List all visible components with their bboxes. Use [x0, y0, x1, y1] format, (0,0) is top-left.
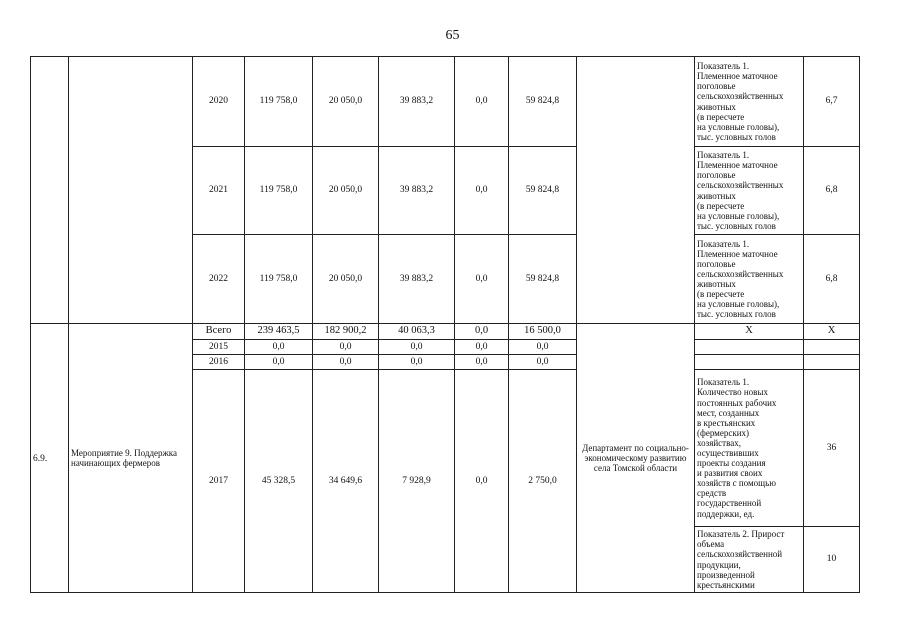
program-table: [30, 56, 860, 593]
indicator-value-cell: 36: [804, 370, 860, 527]
indicator-name-cell: Показатель 1. Племенное маточное поголовье сельскохозяйственных животных (в пересчете на условные головы), тыс. условных голов: [695, 235, 804, 324]
year-cell: 2022: [193, 235, 245, 324]
measure-name-cell: Мероприятие 9. Поддержка начинающих фермеров: [69, 324, 193, 593]
local-cell: 0,0: [455, 235, 509, 324]
federal-cell: 0,0: [313, 340, 379, 355]
local-cell: 0,0: [455, 355, 509, 370]
indicator-name-cell: Х: [695, 324, 804, 340]
total-cell: 119 758,0: [245, 147, 313, 235]
indicator-name-cell: [695, 355, 804, 370]
federal-cell: 182 900,2: [313, 324, 379, 340]
local-cell: 0,0: [455, 340, 509, 355]
local-cell: 0,0: [455, 324, 509, 340]
prev-number-cell: [31, 57, 69, 324]
total-cell: 119 758,0: [245, 57, 313, 147]
local-cell: 0,0: [455, 370, 509, 593]
federal-cell: 34 649,6: [313, 370, 379, 593]
year-cell: 2021: [193, 147, 245, 235]
federal-cell: 20 050,0: [313, 147, 379, 235]
total-cell: 119 758,0: [245, 235, 313, 324]
indicator-value-cell: Х: [804, 324, 860, 340]
total-cell: 239 463,5: [245, 324, 313, 340]
indicator-value-cell: 6,7: [804, 57, 860, 147]
year-cell: Всего: [193, 324, 245, 340]
regional-cell: 0,0: [379, 355, 455, 370]
year-cell: 2020: [193, 57, 245, 147]
regional-cell: 39 883,2: [379, 57, 455, 147]
indicator-value-cell: 6,8: [804, 147, 860, 235]
prev-name-cell: [69, 57, 193, 324]
regional-cell: 7 928,9: [379, 370, 455, 593]
indicator-value-cell: [804, 355, 860, 370]
regional-cell: 0,0: [379, 340, 455, 355]
extrabudget-cell: 59 824,8: [509, 235, 577, 324]
table-row: [31, 324, 860, 340]
indicator-name-cell: Показатель 1. Племенное маточное поголовье сельскохозяйственных животных (в пересчете на условные головы), тыс. условных голов: [695, 147, 804, 235]
federal-cell: 0,0: [313, 355, 379, 370]
federal-cell: 20 050,0: [313, 235, 379, 324]
federal-cell: 20 050,0: [313, 57, 379, 147]
regional-cell: 40 063,3: [379, 324, 455, 340]
extrabudget-cell: 0,0: [509, 355, 577, 370]
page-number: 65: [445, 28, 460, 43]
indicator-value-cell: 6,8: [804, 235, 860, 324]
total-cell: 45 328,5: [245, 370, 313, 593]
total-cell: 0,0: [245, 340, 313, 355]
extrabudget-cell: 16 500,0: [509, 324, 577, 340]
extrabudget-cell: 59 824,8: [509, 147, 577, 235]
local-cell: 0,0: [455, 57, 509, 147]
indicator-value-cell: 10: [804, 527, 860, 593]
indicator-name-cell: [695, 340, 804, 355]
measure-number-cell: 6.9.: [31, 324, 69, 593]
extrabudget-cell: 0,0: [509, 340, 577, 355]
extrabudget-cell: 2 750,0: [509, 370, 577, 593]
table-row: [31, 57, 860, 147]
year-cell: 2015: [193, 340, 245, 355]
local-cell: 0,0: [455, 147, 509, 235]
prev-department-cell: [577, 57, 695, 324]
regional-cell: 39 883,2: [379, 235, 455, 324]
regional-cell: 39 883,2: [379, 147, 455, 235]
year-cell: 2017: [193, 370, 245, 593]
indicator-value-cell: [804, 340, 860, 355]
extrabudget-cell: 59 824,8: [509, 57, 577, 147]
total-cell: 0,0: [245, 355, 313, 370]
indicator-name-cell: Показатель 2. Прирост объема сельскохозяйственной продукции, произведенной крестьянскими: [695, 527, 804, 593]
year-cell: 2016: [193, 355, 245, 370]
indicator-name-cell: Показатель 1. Племенное маточное поголовье сельскохозяйственных животных (в пересчете на условные головы), тыс. условных голов: [695, 57, 804, 147]
indicator-name-cell: Показатель 1. Количество новых постоянных рабочих мест, созданных в крестьянских (фермерских) хозяйствах, осуществивших проекты создания и развития своих хозяйств с помощью средств государственной поддержки, ед.: [695, 370, 804, 527]
department-cell: Департамент по социально-экономическому развитию села Томской области: [577, 324, 695, 593]
